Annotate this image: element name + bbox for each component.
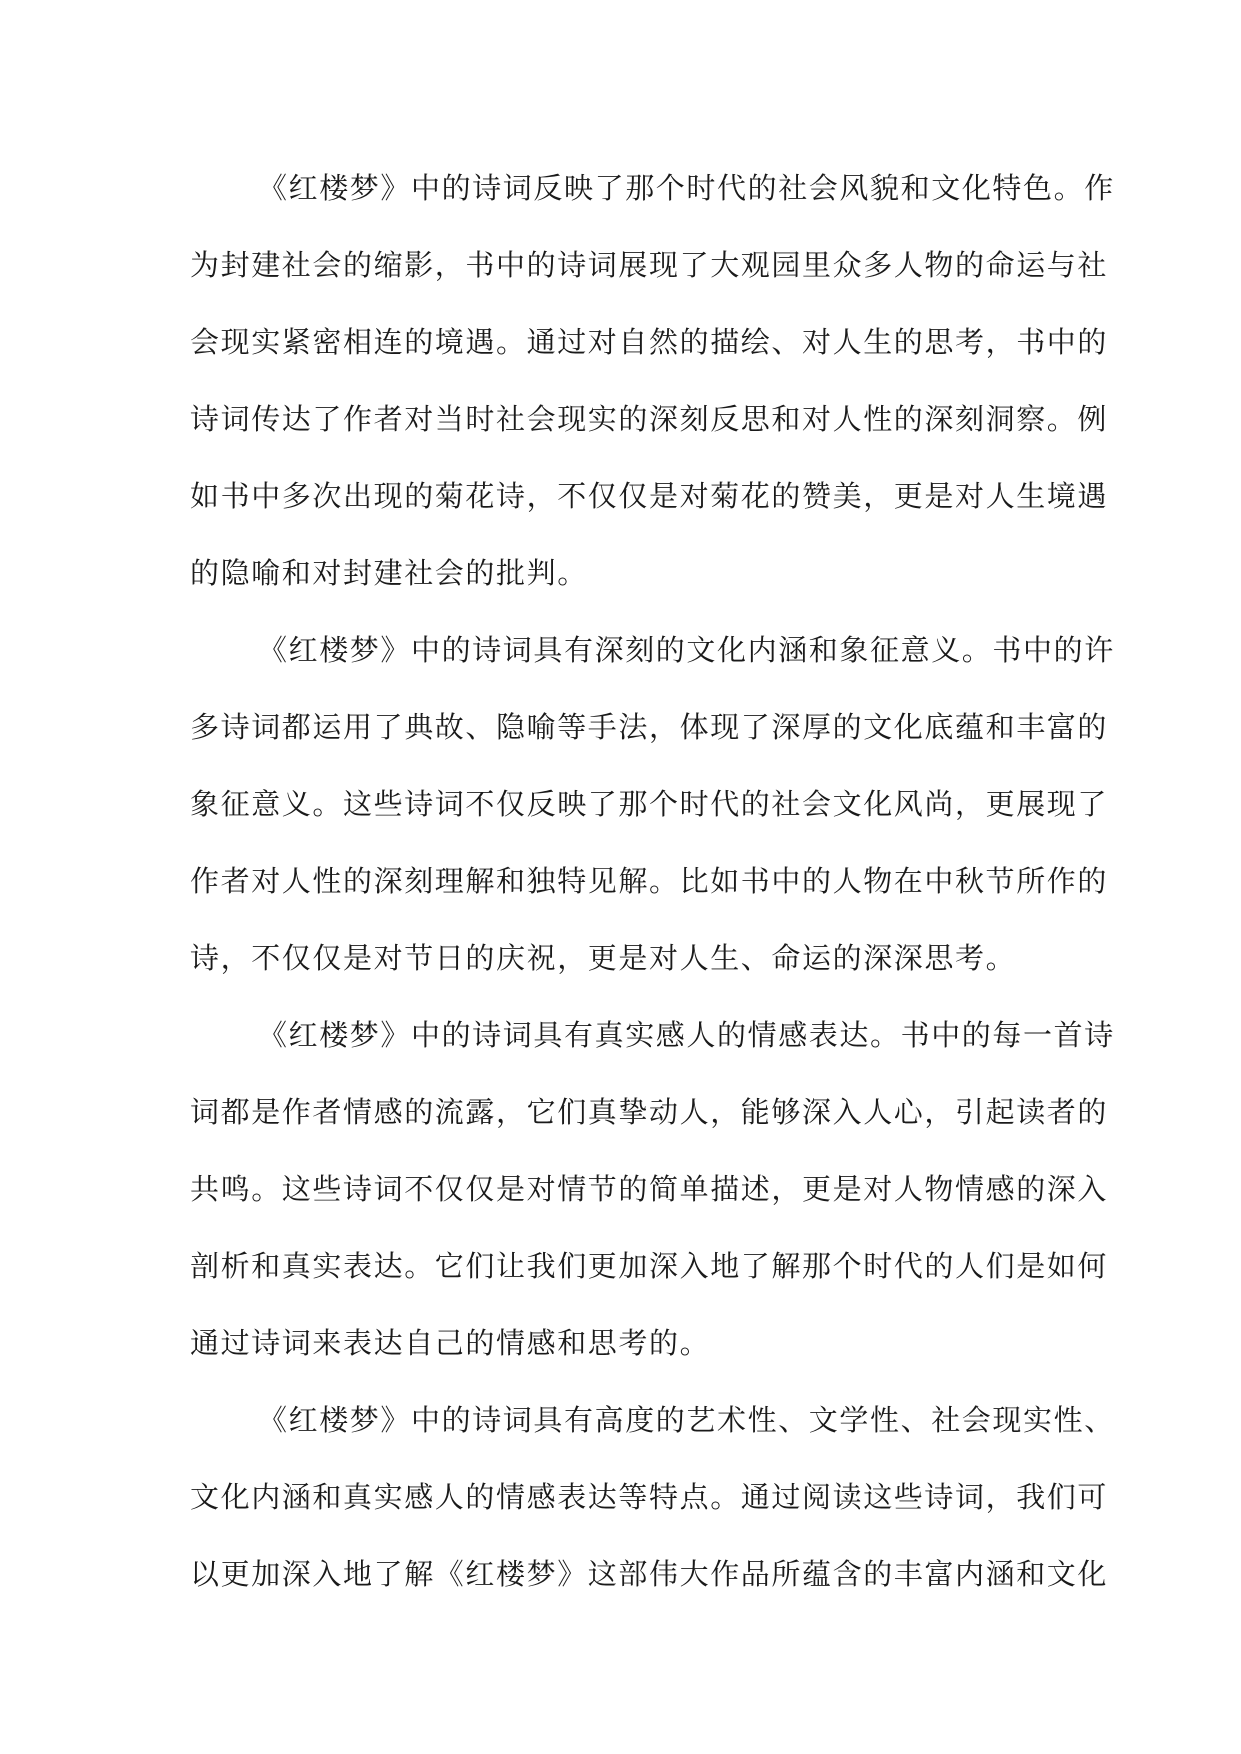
paragraph-2 — [190, 612, 1115, 997]
paragraph-1 — [190, 150, 1115, 612]
text-line: 《红楼梦》中的诗词反映了那个时代的社会风貌和文化特色。作 — [258, 171, 1115, 205]
text-line: 共鸣。这些诗词不仅仅是对情节的简单描述，更是对人物情感的深入 — [190, 1172, 1109, 1206]
text-line: 《红楼梦》中的诗词具有高度的艺术性、文学性、社会现实性、 — [258, 1403, 1115, 1437]
text-line: 剖析和真实表达。它们让我们更加深入地了解那个时代的人们是如何 — [190, 1249, 1109, 1283]
text-line: 会现实紧密相连的境遇。通过对自然的描绘、对人生的思考，书中的 — [190, 325, 1109, 359]
text-line: 《红楼梦》中的诗词具有真实感人的情感表达。书中的每一首诗 — [258, 1018, 1115, 1052]
text-line: 的隐喻和对封建社会的批判。 — [190, 556, 588, 590]
text-line: 如书中多次出现的菊花诗，不仅仅是对菊花的赞美，更是对人生境遇 — [190, 479, 1109, 513]
paragraph-4 — [190, 1382, 1115, 1613]
text-line: 作者对人性的深刻理解和独特见解。比如书中的人物在中秋节所作的 — [190, 864, 1109, 898]
text-line: 词都是作者情感的流露，它们真挚动人，能够深入人心，引起读者的 — [190, 1095, 1109, 1129]
paragraph-3 — [190, 997, 1115, 1382]
body-text — [190, 150, 1115, 1613]
text-line: 《红楼梦》中的诗词具有深刻的文化内涵和象征意义。书中的许 — [258, 633, 1115, 667]
text-line: 诗词传达了作者对当时社会现实的深刻反思和对人性的深刻洞察。例 — [190, 402, 1109, 436]
text-line: 通过诗词来表达自己的情感和思考的。 — [190, 1326, 711, 1360]
text-line: 象征意义。这些诗词不仅反映了那个时代的社会文化风尚，更展现了 — [190, 787, 1109, 821]
text-line: 以更加深入地了解《红楼梦》这部伟大作品所蕴含的丰富内涵和文化 — [190, 1557, 1109, 1591]
text-line: 为封建社会的缩影，书中的诗词展现了大观园里众多人物的命运与社 — [190, 248, 1109, 282]
text-line: 多诗词都运用了典故、隐喻等手法，体现了深厚的文化底蕴和丰富的 — [190, 710, 1109, 744]
text-line: 诗，不仅仅是对节日的庆祝，更是对人生、命运的深深思考。 — [190, 941, 1017, 975]
text-line: 文化内涵和真实感人的情感表达等特点。通过阅读这些诗词，我们可 — [190, 1480, 1109, 1514]
